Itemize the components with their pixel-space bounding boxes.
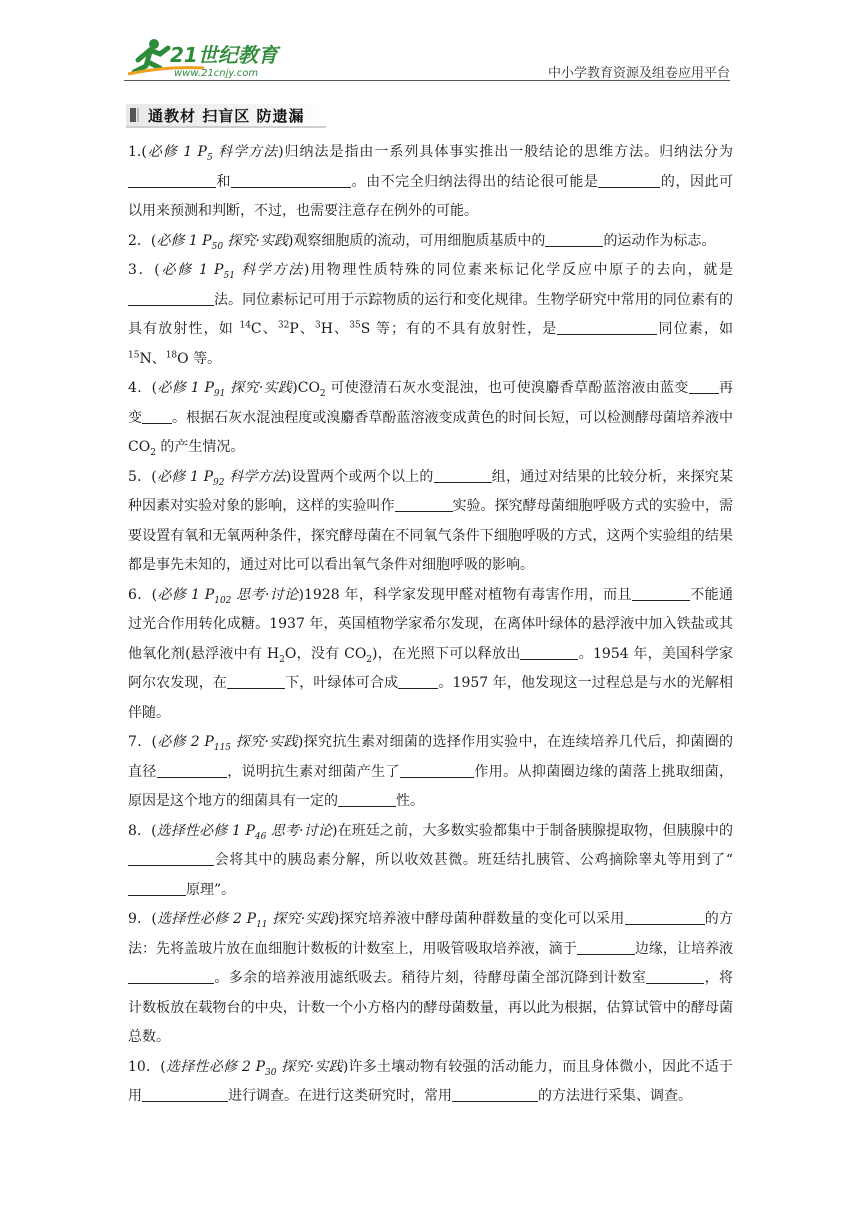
question-6: 6．(必修 1 $P_{102}$ 思考·讨论)1928 年，科学家发现甲醛对植物有毒害作用，而且 不能通过光合作用转化成糖。1937 年，英国植物学家希尔发现，在离体叶绿体的悬浮液中加入铁盐或其他氧化剂(悬浮液中有 $H_2O$，没有 $CO_2$)，在光照下可以释放出 。1954 年，美国科学家阿尔农发现，在 下，叶绿体可合成 。1957 年，他发现这一过程总是与水的光解相伴随。	[128, 586, 734, 721]
answer-blank[interactable]	[128, 881, 186, 896]
answer-blank[interactable]	[142, 409, 172, 424]
answer-blank[interactable]	[395, 497, 453, 512]
platform-name: 中小学教育资源及组卷应用平台	[547, 65, 730, 80]
answer-blank[interactable]	[632, 586, 690, 601]
answer-blank[interactable]	[231, 173, 351, 188]
answer-blank[interactable]	[646, 969, 704, 984]
page-header	[124, 36, 730, 82]
section-marker-light	[137, 108, 139, 122]
answer-blank[interactable]	[452, 1087, 538, 1102]
answer-blank[interactable]	[128, 291, 214, 306]
section-title: 通教材 扫盲区 防遗漏	[148, 107, 305, 125]
question-5: 5．(必修 1 $P_{92}$ 科学方法)设置两个或两个以上的 组，通过对结果的比较分析，来探究某种因素对实验对象的影响，这样的实验叫作 实验。探究酵母菌细胞呼吸方式的实验中，需要设置有氧和无氧两种条件，探究酵母菌在不同氧气条件下细胞呼吸的方式，这两个实验组的结果都是事先未知的，通过对比可以看出氧气条件对细胞呼吸的影响。	[128, 468, 734, 573]
answer-blank[interactable]	[598, 173, 660, 188]
question-4: 4．(必修 1 $P_{91}$ 探究·实践)$CO_2$ 可使澄清石灰水变混浊，也可使溴麝香草酚蓝溶液由蓝变 再变 。根据石灰水混浊程度或溴麝香草酚蓝溶液变成黄色的时间长短，可以检测酵母菌培养液中 $CO_2$ 的产生情况。	[128, 380, 734, 458]
answer-blank[interactable]	[157, 763, 227, 778]
header-divider	[124, 80, 730, 81]
question-1: 1.(必修 1 $P_5$ 科学方法)归纳法是指由一系列具体事实推出一般结论的思维方法。归纳法分为和 。由不完全归纳法得出的结论很可能是 的，因此可以用来预测和判断，不过，也需要注意存在例外的可能。	[128, 144, 734, 219]
svg-text:www.21cnjy.com: www.21cnjy.com	[174, 68, 259, 79]
site-logo	[124, 36, 294, 80]
answer-blank[interactable]	[625, 910, 705, 925]
answer-blank[interactable]	[545, 232, 603, 247]
answer-blank[interactable]	[338, 792, 396, 807]
section-marker	[130, 108, 136, 122]
answer-blank[interactable]	[128, 851, 214, 866]
answer-blank[interactable]	[128, 173, 216, 188]
answer-blank[interactable]	[398, 674, 438, 689]
question-9: 9．(选择性必修 2 $P_{11}$ 探究·实践)探究培养液中酵母菌种群数量的变化可以采用 的方法：先将盖玻片放在血细胞计数板的计数室上，用吸管吸取培养液，滴于 边缘，让培养液。多余的培养液用滤纸吸去。稍待片刻，待酵母菌全部沉降到计数室 ，将计数板放在载物台的中央，计数一个小方格内的酵母菌数量，再以此为根据，估算试管中的酵母菌总数。	[128, 911, 734, 1045]
svg-text:21世纪教育: 21世纪教育	[170, 43, 278, 67]
answer-blank[interactable]	[557, 320, 657, 335]
answer-blank[interactable]	[434, 468, 492, 483]
answer-blank[interactable]	[520, 645, 578, 660]
answer-blank[interactable]	[128, 969, 214, 984]
answer-blank[interactable]	[400, 763, 474, 778]
answer-blank[interactable]	[577, 940, 635, 955]
answer-blank[interactable]	[689, 379, 719, 394]
question-7: 7．(必修 2 $P_{115}$ 探究·实践)探究抗生素对细菌的选择作用实验中，在连续培养几代后，抑菌圈的直径 ，说明抗生素对细菌产生了 作用。从抑菌圈边缘的菌落上挑取细菌，原因是这个地方的细菌具有一定的 性。	[128, 734, 734, 809]
question-2: 2．(必修 1 $P_{50}$ 探究·实践)观察细胞质的流动，可用细胞质基质中的 的运动作为标志。	[128, 232, 716, 252]
answer-blank[interactable]	[227, 674, 285, 689]
question-list	[128, 138, 733, 1112]
question-3: 3．(必修 1 $P_{51}$ 科学方法)用物理性质特殊的同位素来标记化学反应中原子的去向，就是法。同位素标记可用于示踪物质的运行和变化规律。生物学研究中常用的同位素有的具有放射性，如 $^{14}$C、$^{32}$P、$^3$H、$^{35}$S 等；有的不具有放射性，是 同位素，如 $^{15}$N、$^{18}$O 等。	[128, 262, 734, 367]
answer-blank[interactable]	[142, 1087, 228, 1102]
question-8: 8．(选择性必修 1 $P_{46}$ 思考·讨论)在班廷之前，大多数实验都集中于制备胰腺提取物，但胰腺中的会将其中的胰岛素分解，所以收效甚微。班廷结扎胰管、公鸡摘除睾丸等用到了“原理”。	[128, 822, 733, 898]
section-heading	[126, 104, 326, 128]
question-10: 10．(选择性必修 2 $P_{30}$ 探究·实践)许多土壤动物有较强的活动能力，而且身体微小，因此不适于用 进行调查。在进行这类研究时，常用 的方法进行采集、调查。	[128, 1058, 733, 1104]
